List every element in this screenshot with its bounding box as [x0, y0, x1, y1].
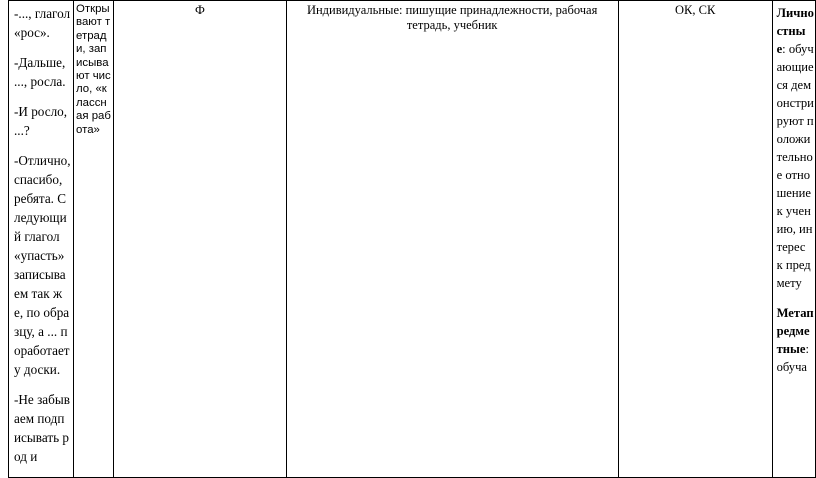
dialog-line: -Дальше, ..., росла.	[14, 55, 66, 89]
personal-results	[777, 4, 814, 292]
student-activity-cell	[74, 1, 114, 478]
dialog-line: -..., глагол «рос».	[14, 6, 71, 40]
meta-label: Метапредметные	[776, 306, 814, 356]
results-text	[773, 1, 815, 376]
table-row	[9, 1, 816, 478]
materials-cell	[286, 1, 618, 478]
teacher-dialog	[9, 1, 73, 466]
personal-label: Личностные	[776, 6, 814, 56]
dialog-line: -Не забываем подписывать род и	[14, 392, 70, 464]
student-activity-text: Открывают тетради, записывают число, «классная работа»	[76, 3, 111, 136]
dialog-line: -И росло, ...?	[14, 104, 68, 138]
results-cell	[772, 1, 815, 478]
lesson-table	[8, 0, 816, 478]
personal-text: : обучающиеся демонстрируют положительное отношение к учению, интерес к предмету	[776, 42, 814, 290]
teacher-dialog-cell	[9, 1, 74, 478]
materials-text: Индивидуальные: пишущие принадлежности, рабочая тетрадь, учебник	[306, 3, 598, 32]
work-form-text: Ф	[195, 3, 205, 17]
meta-text: : обуча	[776, 342, 809, 374]
control-cell	[618, 1, 772, 478]
dialog-line: -Отлично, спасибо, ребята. Следующий глагол «упасть» записываем так же, по образцу, а ... поработает у доски.	[14, 153, 71, 377]
work-form-cell	[114, 1, 286, 478]
meta-results	[777, 304, 814, 376]
control-text: ОК, СК	[675, 3, 716, 17]
